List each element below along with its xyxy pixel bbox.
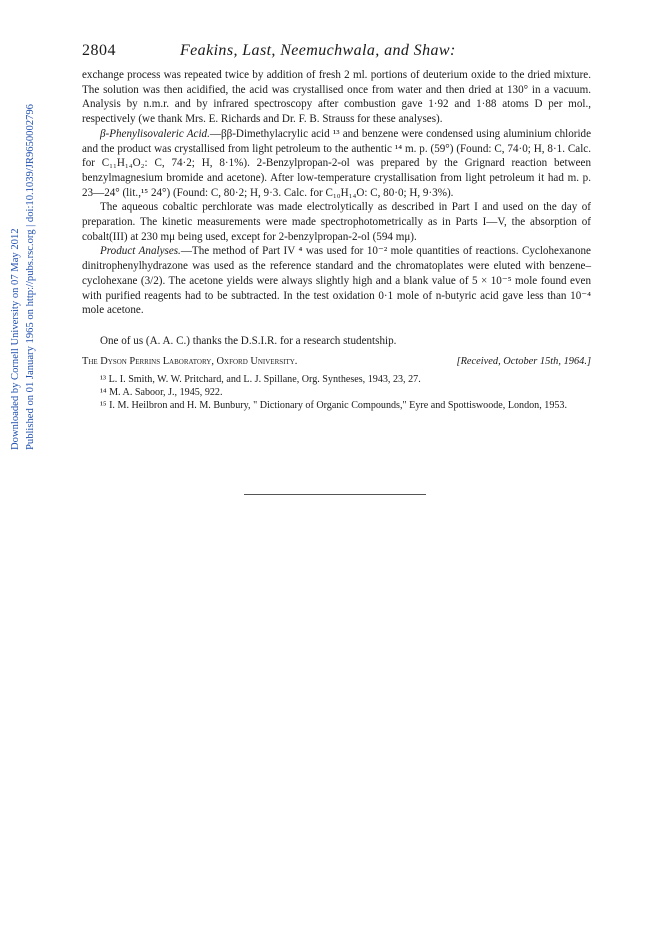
- received-date: [Received, October 15th, 1964.]: [456, 355, 591, 367]
- end-rule: [244, 494, 426, 495]
- paragraph-text: —The method of Part IV ⁴ was used for 10⁻² mole quantities of reactions. Cyclohexanone dinitrophenylhydrazone was used as the reference standard and the chromatoplates were eluted with benzene–cyclohexane (3/2). The acetone yields were always slightly high and a blank value of 5 × 10⁻⁵ mole found even with purified reagents had to be subtracted. In the test oxidation 0·1 mole of n-butyric acid gave less than 10⁻⁴ mole acetone.: [82, 245, 591, 317]
- article-body: [82, 68, 591, 412]
- paragraph-exchange: exchange process was repeated twice by addition of fresh 2 ml. portions of deuterium oxide to the dried mixture. The solution was then acidified, the acid was crystallised once from water and then dried at 130° in a vacuum. Analysis by n.m.r. and by infrared spectroscopy after combustion gave 1·92 and 1·88 atoms D per mol., respectively (we thank Mrs. E. Richards and Dr. F. B. Strauss for these analyses).: [82, 69, 591, 126]
- reference-14: ¹⁴ M. A. Saboor, J., 1945, 922.: [100, 387, 223, 399]
- section-heading: Product Analyses.: [100, 245, 181, 258]
- paragraph-product-analyses: [82, 244, 591, 318]
- publication-notice: Published on 01 January 1965 on http://pubs.rsc.org | doi:10.1039/JR9650002796: [25, 104, 36, 450]
- references: [82, 373, 591, 412]
- paragraph-cobaltic: The aqueous cobaltic perchlorate was made electrolytically as described in Part I and used on the day of preparation. The kinetic measurements were made spectrophotometrically as in Parts I—V, the absorption of cobalt(III) at 230 mμ being used, except for 2-benzylpropan-2-ol (594 mμ).: [82, 201, 591, 243]
- reference-15: ¹⁵ I. M. Heilbron and H. M. Bunbury, " Dictionary of Organic Compounds," Eyre and Spottiswoode, London, 1953.: [100, 400, 567, 412]
- page-header: [82, 42, 590, 62]
- paragraph-phenylisovaleric: [82, 127, 591, 201]
- section-heading: β-Phenylisovaleric Acid.: [100, 127, 210, 140]
- sidebar-citation: [8, 104, 38, 450]
- acknowledgement: One of us (A. A. C.) thanks the D.S.I.R. for a research studentship.: [100, 334, 397, 347]
- running-title: Feakins, Last, Neemuchwala, and Shaw:: [180, 42, 456, 59]
- reference-13: ¹³ L. I. Smith, W. W. Pritchard, and L. J. Spillane, Org. Syntheses, 1943, 23, 27.: [100, 374, 421, 386]
- download-notice: Downloaded by Cornell University on 07 May 2012: [10, 228, 21, 450]
- laboratory: The Dyson Perrins Laboratory, Oxford University.: [82, 355, 298, 367]
- paragraph-text: —ββ-Dimethylacrylic acid ¹³ and benzene were condensed using aluminium chloride and the product was crystallised from light petroleum to the authentic ¹⁴ m. p. (59°) (Found: C, 74·0; H, 8·1. Calc. for C₁₁H₁₄O₂: C, 74·2; H, 8·1%). 2-Benzylpropan-2-ol was prepared by the Grignard reaction between benzylmagnesium bromide and acetone). After low-temperature crystallisation from light petroleum it had m. p. 23—24° (lit.,¹⁵ 24°) (Found: C, 80·2; H, 9·3. Calc. for C₁₀H₁₄O: C, 80·0; H, 9·3%).: [82, 127, 591, 199]
- page-number: 2804: [82, 42, 116, 59]
- affiliation-line: [82, 355, 591, 370]
